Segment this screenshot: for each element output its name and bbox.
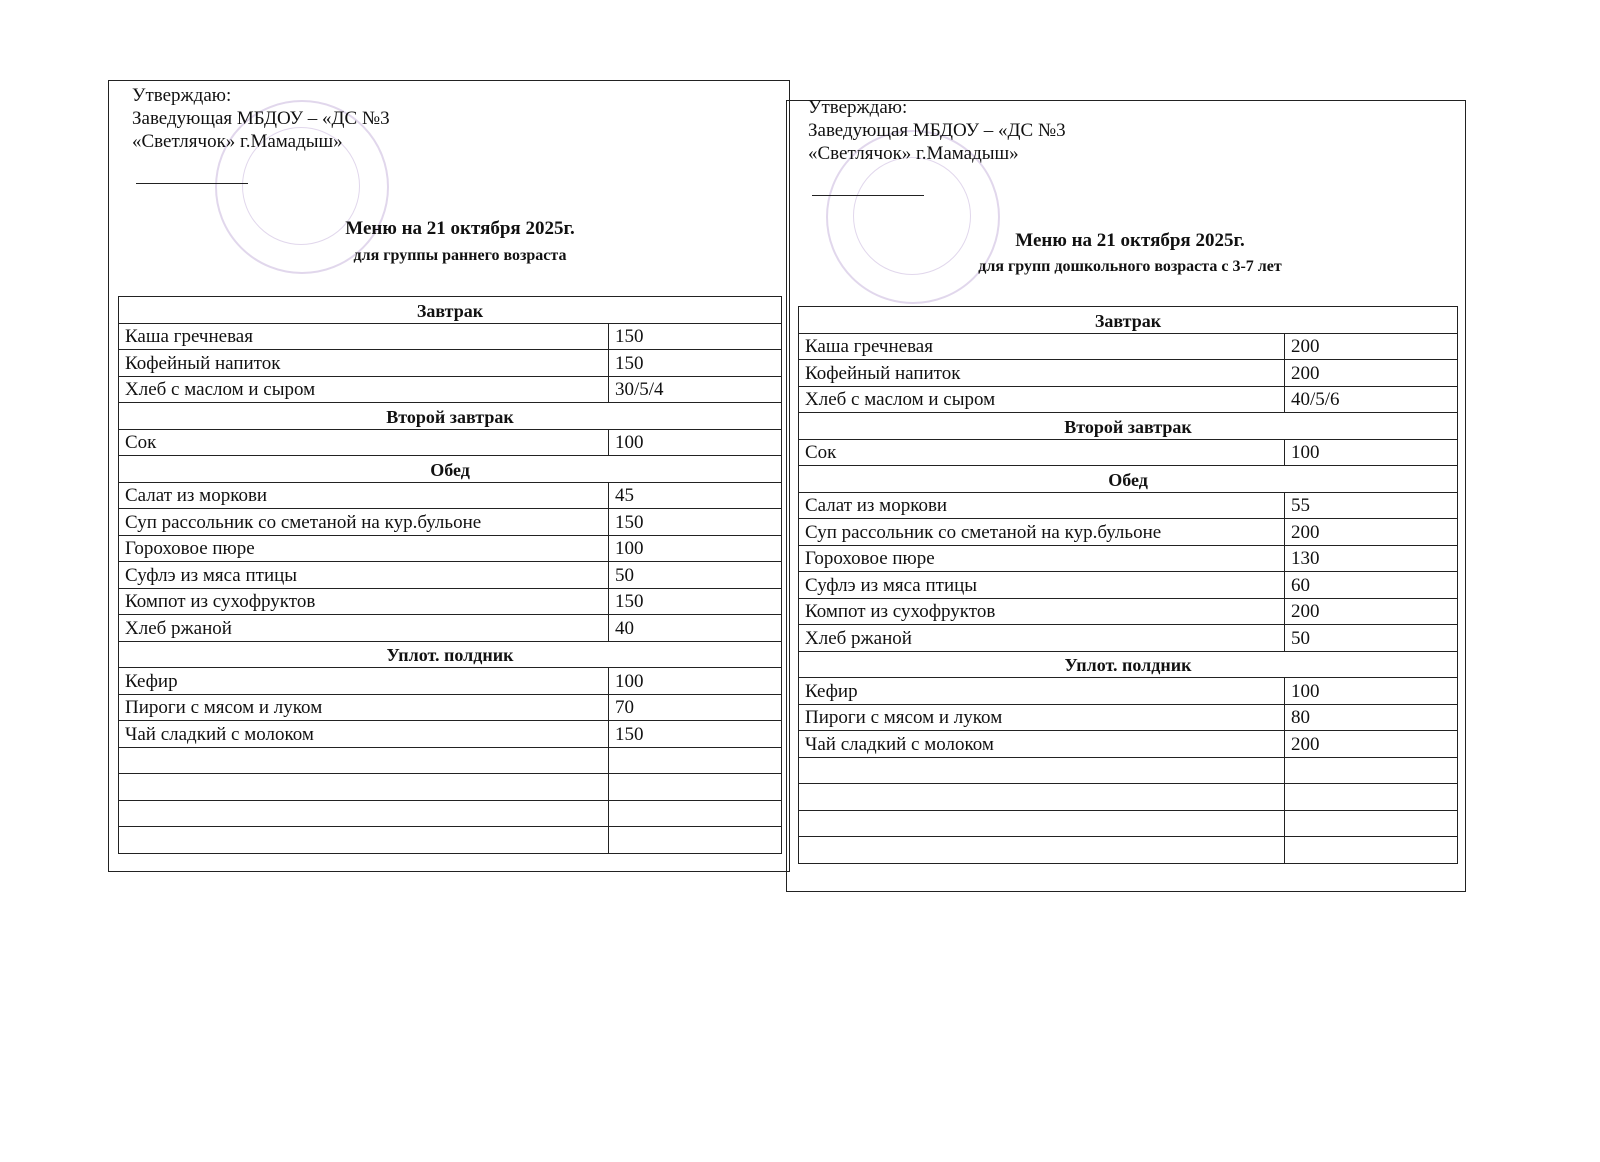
menu-item-row bbox=[119, 615, 782, 642]
empty-cell bbox=[799, 757, 1285, 784]
empty-cell bbox=[1285, 757, 1458, 784]
dish-quantity: 150 bbox=[609, 588, 782, 615]
menu-item-row bbox=[799, 704, 1458, 731]
empty-cell bbox=[609, 827, 782, 854]
section-row bbox=[119, 641, 782, 668]
empty-cell bbox=[799, 837, 1285, 864]
empty-cell bbox=[609, 774, 782, 801]
menu-item-row bbox=[799, 731, 1458, 758]
section-row bbox=[799, 413, 1458, 440]
dish-quantity: 80 bbox=[1285, 704, 1458, 731]
empty-cell bbox=[1285, 837, 1458, 864]
empty-row bbox=[119, 827, 782, 854]
dish-quantity: 200 bbox=[1285, 731, 1458, 758]
empty-cell bbox=[799, 810, 1285, 837]
menu-item-row bbox=[799, 492, 1458, 519]
dish-quantity: 200 bbox=[1285, 519, 1458, 546]
section-header: Второй завтрак bbox=[119, 403, 782, 430]
empty-cell bbox=[609, 800, 782, 827]
approve-line: «Светлячок» г.Мамадыш» bbox=[132, 131, 343, 152]
menu-item-row bbox=[799, 625, 1458, 652]
empty-row bbox=[119, 747, 782, 774]
menu-item-row bbox=[119, 509, 782, 536]
menu-item-row bbox=[799, 598, 1458, 625]
empty-row bbox=[799, 837, 1458, 864]
section-header: Завтрак bbox=[799, 307, 1458, 334]
menu-item-row bbox=[799, 519, 1458, 546]
menu-item-row bbox=[119, 721, 782, 748]
empty-cell bbox=[1285, 810, 1458, 837]
menu-item-row bbox=[119, 323, 782, 350]
empty-cell bbox=[119, 827, 609, 854]
dish-quantity: 40 bbox=[609, 615, 782, 642]
dish-quantity: 100 bbox=[1285, 678, 1458, 705]
menu-item-row bbox=[119, 376, 782, 403]
empty-row bbox=[799, 810, 1458, 837]
dish-name: Суп рассольник со сметаной на кур.бульоне bbox=[119, 509, 609, 536]
dish-name: Хлеб ржаной bbox=[119, 615, 609, 642]
signature-line bbox=[136, 183, 248, 184]
section-header: Обед bbox=[799, 466, 1458, 493]
menu-item-row bbox=[119, 588, 782, 615]
menu-item-row bbox=[119, 482, 782, 509]
empty-cell bbox=[119, 747, 609, 774]
dish-quantity: 100 bbox=[1285, 439, 1458, 466]
menu-item-row bbox=[799, 386, 1458, 413]
dish-name: Кофейный напиток bbox=[799, 360, 1285, 387]
dish-name: Хлеб с маслом и сыром bbox=[799, 386, 1285, 413]
dish-name: Сок bbox=[799, 439, 1285, 466]
dish-name: Каша гречневая bbox=[799, 333, 1285, 360]
menu-item-row bbox=[119, 562, 782, 589]
dish-name: Хлеб с маслом и сыром bbox=[119, 376, 609, 403]
menu-item-row bbox=[799, 678, 1458, 705]
dish-quantity: 55 bbox=[1285, 492, 1458, 519]
section-row bbox=[799, 651, 1458, 678]
dish-quantity: 100 bbox=[609, 668, 782, 695]
dish-name: Кефир bbox=[119, 668, 609, 695]
dish-name: Чай сладкий с молоком bbox=[799, 731, 1285, 758]
dish-quantity: 45 bbox=[609, 482, 782, 509]
menu-item-row bbox=[119, 429, 782, 456]
menu-item-row bbox=[799, 333, 1458, 360]
approve-line: Утверждаю: bbox=[808, 97, 908, 118]
dish-quantity: 50 bbox=[609, 562, 782, 589]
dish-quantity: 150 bbox=[609, 509, 782, 536]
menu-title-left: Меню на 21 октября 2025г. bbox=[345, 218, 575, 239]
signature-line bbox=[812, 195, 924, 196]
empty-cell bbox=[119, 774, 609, 801]
dish-name: Хлеб ржаной bbox=[799, 625, 1285, 652]
menu-item-row bbox=[799, 439, 1458, 466]
section-header: Завтрак bbox=[119, 297, 782, 324]
approve-line: Заведующая МБДОУ – «ДС №3 bbox=[132, 108, 390, 129]
section-row bbox=[119, 403, 782, 430]
approval-block-left bbox=[132, 84, 390, 153]
dish-name: Пироги с мясом и луком bbox=[799, 704, 1285, 731]
dish-name: Салат из моркови bbox=[119, 482, 609, 509]
section-header: Уплот. полдник bbox=[799, 651, 1458, 678]
empty-row bbox=[119, 800, 782, 827]
section-row bbox=[119, 456, 782, 483]
dish-name: Пироги с мясом и луком bbox=[119, 694, 609, 721]
dish-name: Кефир bbox=[799, 678, 1285, 705]
empty-cell bbox=[1285, 784, 1458, 811]
section-header: Уплот. полдник bbox=[119, 641, 782, 668]
dish-name: Салат из моркови bbox=[799, 492, 1285, 519]
dish-name: Каша гречневая bbox=[119, 323, 609, 350]
empty-row bbox=[119, 774, 782, 801]
dish-quantity: 200 bbox=[1285, 598, 1458, 625]
dish-quantity: 150 bbox=[609, 350, 782, 377]
dish-name: Сок bbox=[119, 429, 609, 456]
dish-name: Суфлэ из мяса птицы bbox=[119, 562, 609, 589]
menu-subtitle-right: для групп дошкольного возраста с 3-7 лет bbox=[978, 258, 1282, 275]
menu-title-right: Меню на 21 октября 2025г. bbox=[1015, 230, 1245, 251]
dish-quantity: 200 bbox=[1285, 360, 1458, 387]
dish-name: Гороховое пюре bbox=[799, 545, 1285, 572]
menu-table-left bbox=[118, 296, 782, 854]
empty-cell bbox=[799, 784, 1285, 811]
dish-quantity: 130 bbox=[1285, 545, 1458, 572]
section-row bbox=[799, 307, 1458, 334]
menu-item-row bbox=[119, 535, 782, 562]
dish-name: Кофейный напиток bbox=[119, 350, 609, 377]
menu-subtitle-left: для группы раннего возраста bbox=[353, 247, 567, 264]
empty-cell bbox=[609, 747, 782, 774]
section-row bbox=[799, 466, 1458, 493]
section-header: Второй завтрак bbox=[799, 413, 1458, 440]
dish-name: Суфлэ из мяса птицы bbox=[799, 572, 1285, 599]
menu-item-row bbox=[119, 694, 782, 721]
section-row bbox=[119, 297, 782, 324]
dish-quantity: 100 bbox=[609, 429, 782, 456]
menu-item-row bbox=[119, 668, 782, 695]
section-header: Обед bbox=[119, 456, 782, 483]
dish-quantity: 150 bbox=[609, 721, 782, 748]
empty-row bbox=[799, 784, 1458, 811]
approval-block-right bbox=[808, 96, 1066, 165]
approve-line: Заведующая МБДОУ – «ДС №3 bbox=[808, 120, 1066, 141]
dish-quantity: 40/5/6 bbox=[1285, 386, 1458, 413]
menu-item-row bbox=[119, 350, 782, 377]
menu-item-row bbox=[799, 545, 1458, 572]
approve-line: «Светлячок» г.Мамадыш» bbox=[808, 143, 1019, 164]
dish-name: Чай сладкий с молоком bbox=[119, 721, 609, 748]
menu-item-row bbox=[799, 572, 1458, 599]
dish-quantity: 100 bbox=[609, 535, 782, 562]
dish-quantity: 50 bbox=[1285, 625, 1458, 652]
approve-line: Утверждаю: bbox=[132, 85, 232, 106]
dish-name: Компот из сухофруктов bbox=[119, 588, 609, 615]
dish-name: Гороховое пюре bbox=[119, 535, 609, 562]
dish-quantity: 30/5/4 bbox=[609, 376, 782, 403]
empty-row bbox=[799, 757, 1458, 784]
dish-quantity: 200 bbox=[1285, 333, 1458, 360]
menu-table-right bbox=[798, 306, 1458, 864]
dish-quantity: 150 bbox=[609, 323, 782, 350]
empty-cell bbox=[119, 800, 609, 827]
dish-name: Компот из сухофруктов bbox=[799, 598, 1285, 625]
menu-item-row bbox=[799, 360, 1458, 387]
dish-quantity: 60 bbox=[1285, 572, 1458, 599]
dish-name: Суп рассольник со сметаной на кур.бульоне bbox=[799, 519, 1285, 546]
dish-quantity: 70 bbox=[609, 694, 782, 721]
